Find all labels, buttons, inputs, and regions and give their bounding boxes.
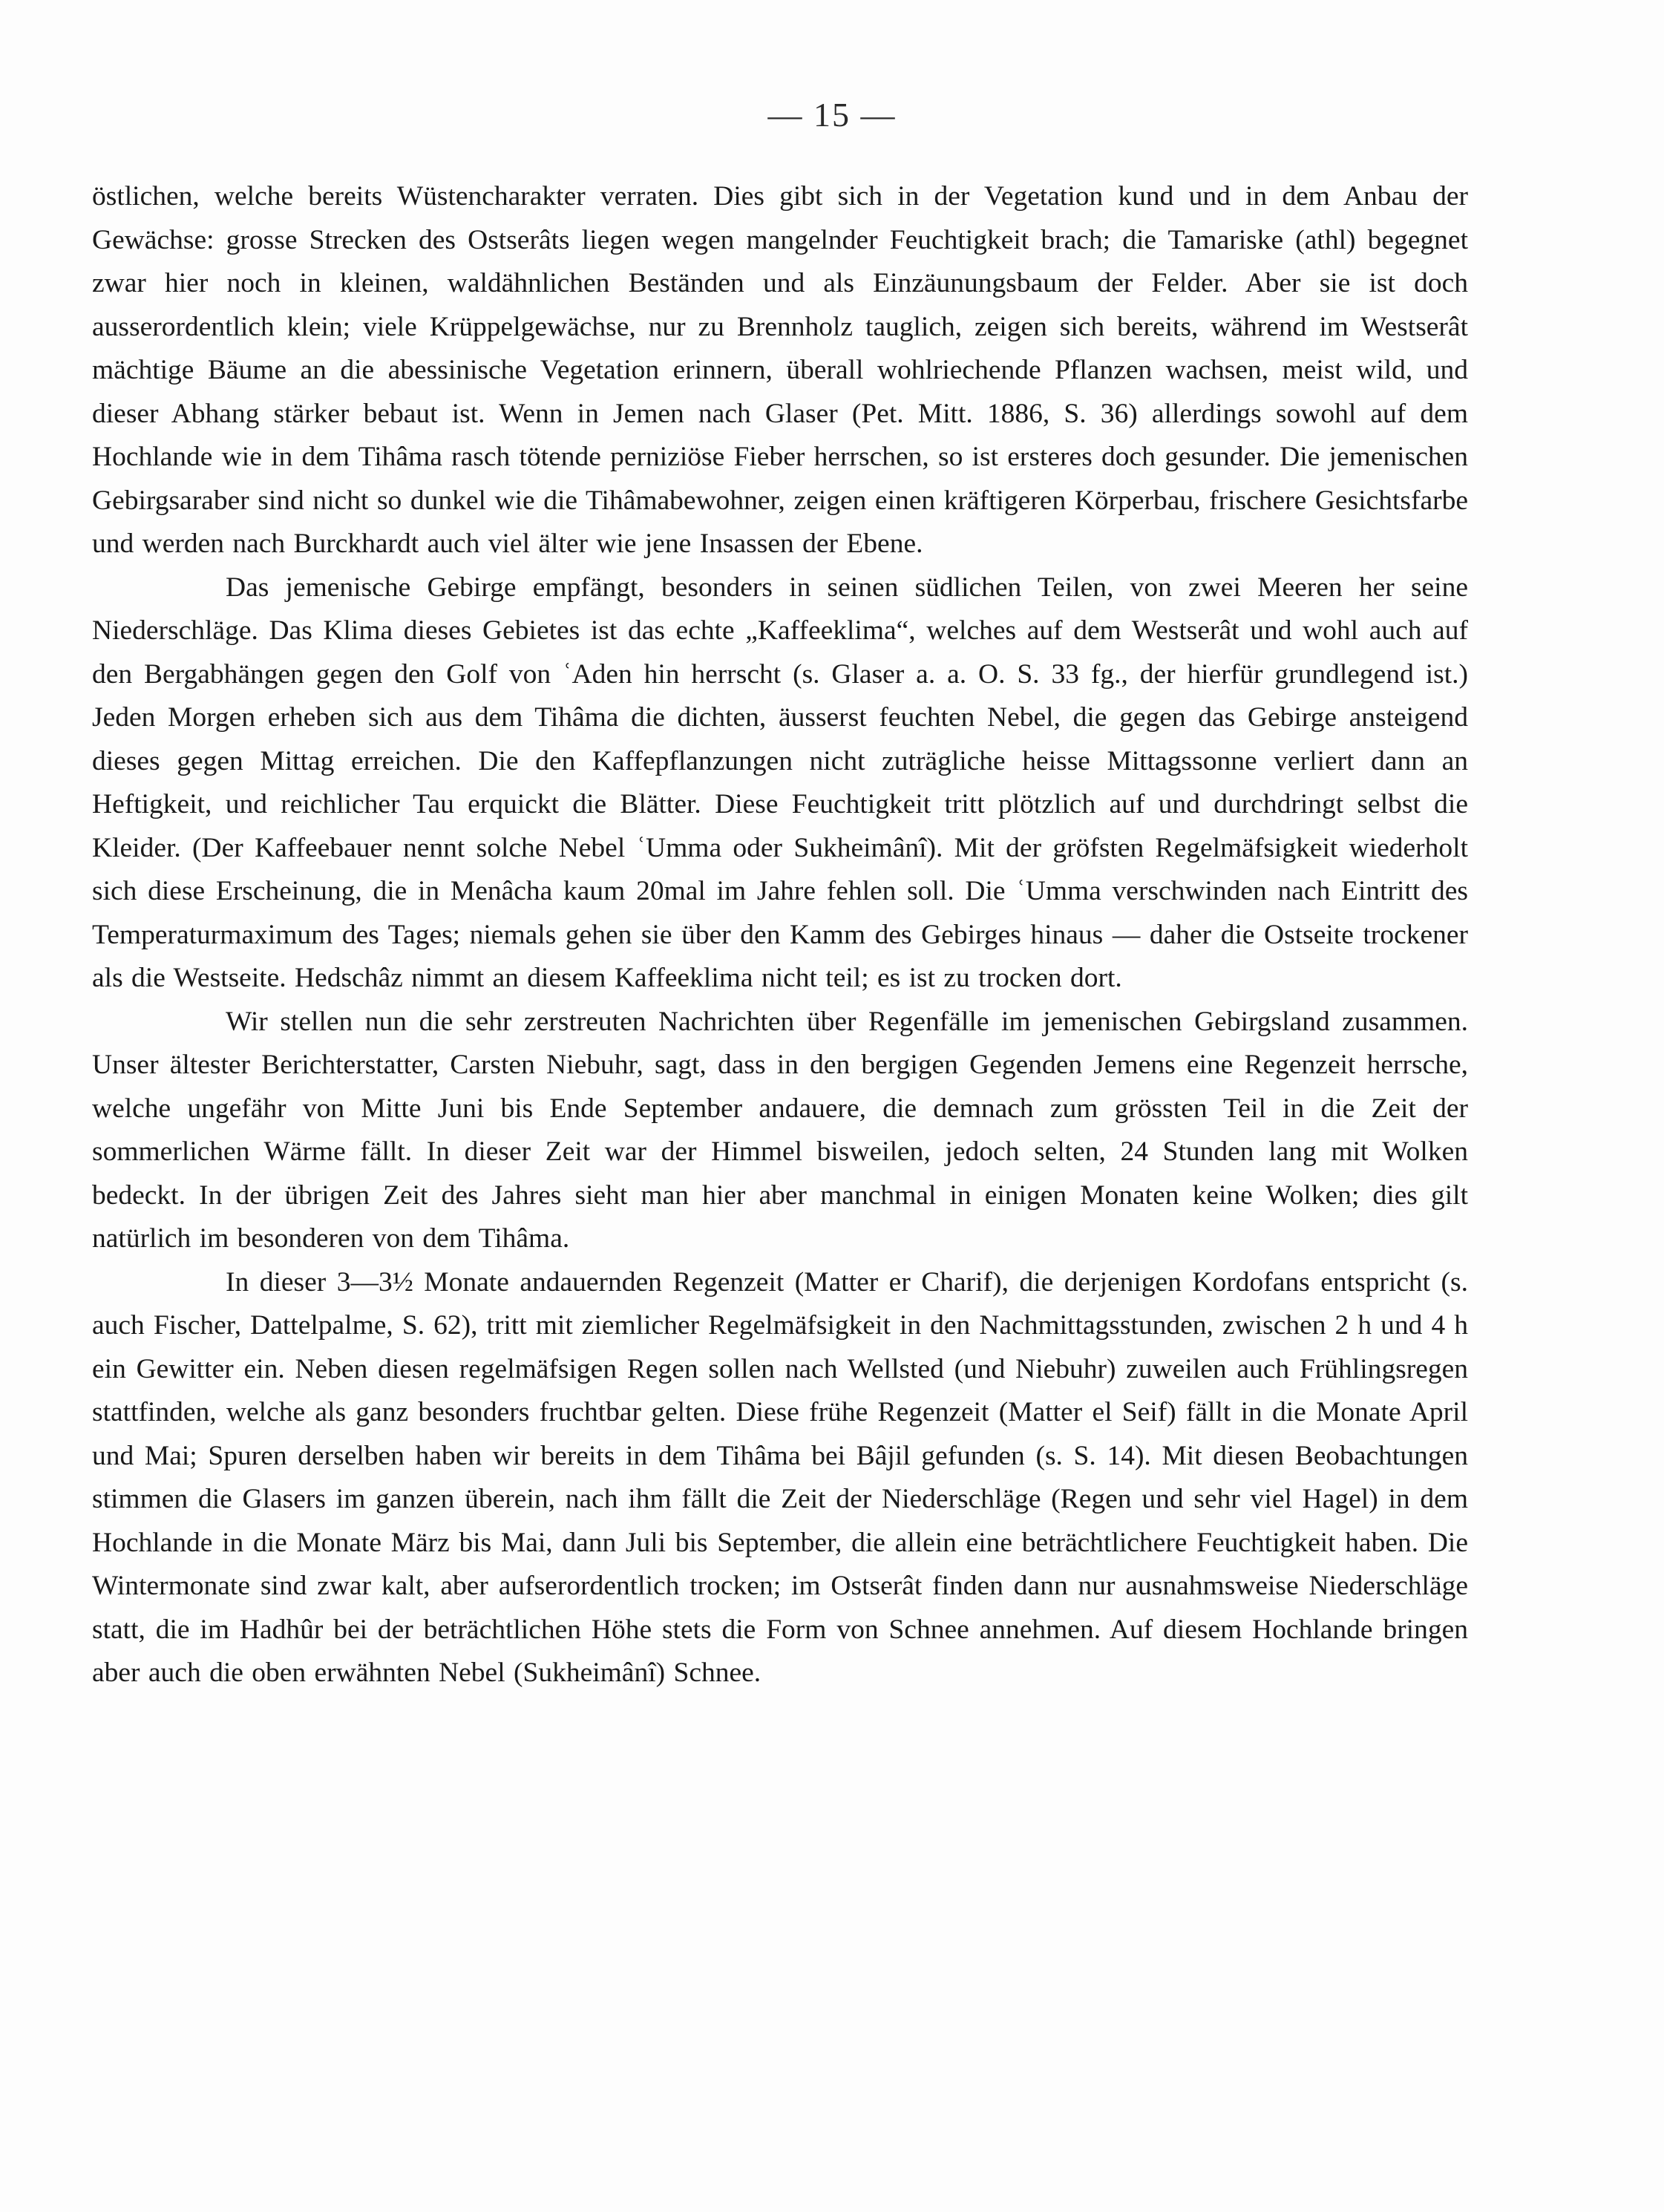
paragraph-1: östlichen, welche bereits Wüstencharakter verraten. Dies gibt sich in der Vegetation kund und in dem Anbau der Gewächse: grosse Strecken des Ostserâts liegen wegen mangelnder Feuchtigkeit brach; die Tamariske (athl) begegnet zwar hier noch in kleinen, waldähnlichen Beständen und als Einzäunungsbaum der Felder. Aber sie ist doch ausserordentlich klein; viele Krüppelgewächse, nur zu Brennholz tauglich, zeigen sich bereits, während im Westserât mächtige Bäume an die abessinische Vegetation erinnern, überall wohlriechende Pflanzen wachsen, meist wild, und dieser Abhang stärker bebaut ist. Wenn in Jemen nach Glaser (Pet. Mitt. 1886, S. 36) allerdings sowohl auf dem Hochlande wie in dem Tihâma rasch tötende perniziöse Fieber herrschen, so ist ersteres doch gesunder. Die jemenischen Gebirgsaraber sind nicht so dunkel wie die Tihâmabewohner, zeigen einen kräftigeren Körperbau, frischere Gesichtsfarbe und werden nach Burckhardt auch viel älter wie jene Insassen der Ebene. xyxy=(92,181,1468,559)
body-text xyxy=(92,175,1468,1695)
paragraph-3: Wir stellen nun die sehr zerstreuten Nachrichten über Regenfälle im jemenischen Gebirgsland zusammen. Unser ältester Berichterstatter, Carsten Niebuhr, sagt, dass in den bergigen Gegenden Jemens eine Regenzeit herrsche, welche ungefähr von Mitte Juni bis Ende September andauere, die demnach zum grössten Teil in die Zeit der sommerlichen Wärme fällt. In dieser Zeit war der Himmel bisweilen, jedoch selten, 24 Stunden lang mit Wolken bedeckt. In der übrigen Zeit des Jahres sieht man hier aber manchmal in einigen Monaten keine Wolken; dies gilt natürlich im besonderen von dem Tihâma. xyxy=(92,1006,1468,1254)
paragraph-2: Das jemenische Gebirge empfängt, besonders in seinen südlichen Teilen, von zwei Meeren her seine Niederschläge. Das Klima dieses Gebietes ist das echte „Kaffeeklima“, welches auf dem Westserât und wohl auch auf den Bergabhängen gegen den Golf von ʿAden hin herrscht (s. Glaser a. a. O. S. 33 fg., der hierfür grundlegend ist.) Jeden Morgen erheben sich aus dem Tihâma die dichten, äusserst feuchten Nebel, die gegen das Gebirge ansteigend dieses gegen Mittag erreichen. Die den Kaffepflanzungen nicht zuträgliche heisse Mittagssonne verliert dann an Heftigkeit, und reichlicher Tau erquickt die Blätter. Diese Feuchtigkeit tritt plötzlich auf und durchdringt selbst die Kleider. (Der Kaffeebauer nennt solche Nebel ʿUmma oder Sukheimânî). Mit der gröfsten Regelmäfsigkeit wiederholt sich diese Erscheinung, die in Menâcha kaum 20mal im Jahre fehlen soll. Die ʿUmma verschwinden nach Eintritt des Temperaturmaximum des Tages; niemals gehen sie über den Kamm des Gebirges hinaus — daher die Ostseite trockener als die Westseite. Hedschâz nimmt an diesem Kaffeeklima nicht teil; es ist zu trocken dort. xyxy=(92,572,1468,993)
page-number: — 15 — xyxy=(767,96,897,134)
paragraph-4: In dieser 3—3½ Monate andauernden Regenzeit (Matter er Charif), die derjenigen Kordofans entspricht (s. auch Fischer, Dattelpalme, S. 62), tritt mit ziemlicher Regelmäfsigkeit in den Nachmittagsstunden, zwischen 2 h und 4 h ein Gewitter ein. Neben diesen regelmäfsigen Regen sollen nach Wellsted (und Niebuhr) zuweilen auch Frühlingsregen stattfinden, welche als ganz besonders fruchtbar gelten. Diese frühe Regenzeit (Matter el Seif) fällt in die Monate April und Mai; Spuren derselben haben wir bereits in dem Tihâma bei Bâjil gefunden (s. S. 14). Mit diesen Beobachtungen stimmen die Glasers im ganzen überein, nach ihm fällt die Zeit der Niederschläge (Regen und sehr viel Hagel) in dem Hochlande in die Monate März bis Mai, dann Juli bis September, die allein eine beträchtlichere Feuchtigkeit haben. Die Wintermonate sind zwar kalt, aber aufserordentlich trocken; im Ostserât finden dann nur ausnahmsweise Niederschläge statt, die im Hadhûr bei der beträchtlichen Höhe stets die Form von Schnee annehmen. Auf diesem Hochlande bringen aber auch die oben erwähnten Nebel (Sukheimânî) Schnee. xyxy=(92,1266,1468,1688)
